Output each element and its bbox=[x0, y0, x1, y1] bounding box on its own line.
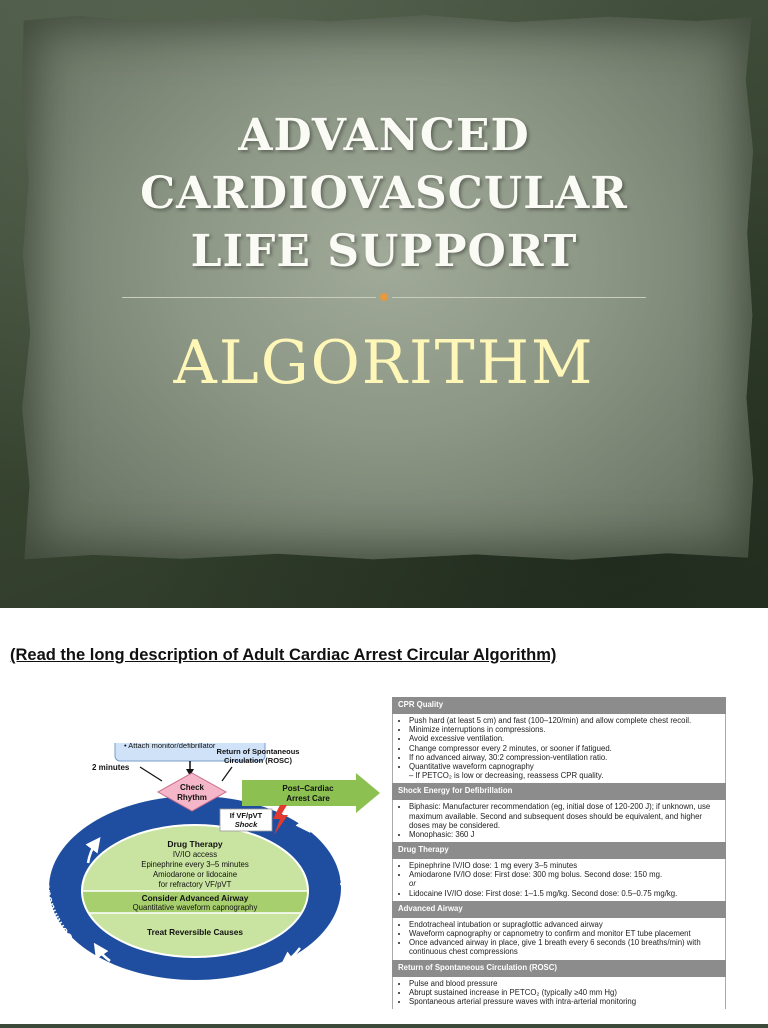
drug-therapy-title: Drug Therapy bbox=[167, 839, 223, 849]
list-item: • Minimize interruptions in compressions. bbox=[409, 725, 719, 734]
title-line-1: ADVANCED bbox=[238, 110, 530, 161]
list-item: • Amiodarone IV/IO dose: First dose: 300 mg bolus. Second dose: 150 mg. bbox=[409, 870, 719, 879]
panel-body-rosc bbox=[392, 977, 726, 1010]
list-item: – If PETCO₂ is low or decreasing, reassess CPR quality. bbox=[409, 771, 604, 781]
panel-header-shock-energy: Shock Energy for Defibrillation bbox=[392, 783, 726, 800]
algorithm-figure bbox=[0, 608, 768, 1024]
divider-line-right bbox=[392, 297, 646, 298]
drug-therapy-line: Amiodarone or lidocaine bbox=[152, 870, 238, 879]
shock-label-1: If VF/pVT bbox=[229, 811, 263, 820]
panel-body-drug-therapy bbox=[392, 859, 726, 901]
start-cpr-item: • Attach monitor/defibrillator bbox=[124, 743, 216, 750]
cardiac-arrest-cycle-diagram bbox=[0, 743, 392, 1028]
title-line-3: LIFE SUPPORT bbox=[190, 226, 578, 277]
panel-body-shock-energy bbox=[392, 800, 726, 842]
ring-label-left: Continuous CPR bbox=[39, 855, 76, 944]
list-item: • Once advanced airway in place, give 1 breath every 6 seconds (10 breaths/min) with continuous chest compressions bbox=[409, 938, 719, 956]
list-item: • Pulse and blood pressure bbox=[409, 979, 719, 988]
rosc-label-line-2: Circulation (ROSC) bbox=[224, 756, 292, 765]
list-item: • Lidocaine IV/IO dose: First dose: 1–1.5 mg/kg. Second dose: 0.5–0.75 mg/kg. bbox=[409, 889, 719, 898]
figure-caption: (Read the long description of Adult Cardiac Arrest Circular Algorithm) bbox=[10, 646, 557, 664]
list-item: or bbox=[409, 879, 416, 889]
list-item: • Spontaneous arterial pressure waves with intra-arterial monitoring bbox=[409, 997, 719, 1006]
list-item: • Waveform capnography or capnometry to confirm and monitor ET tube placement bbox=[409, 929, 719, 938]
list-item: • Biphasic: Manufacturer recommendation (eg, initial dose of 120-200 J); if unknown, use maximum available. Second and subsequent doses should be equivalent, and higher doses may be considered. bbox=[409, 802, 719, 830]
panel-header-cpr-quality: CPR Quality bbox=[392, 697, 726, 714]
panel-body-cpr-quality bbox=[392, 714, 726, 783]
list-item: • If no advanced airway, 30:2 compression-ventilation ratio. bbox=[409, 753, 719, 762]
post-arrest-label-2: Arrest Care bbox=[286, 794, 330, 803]
list-item: • Abrupt sustained increase in PETCO₂ (typically ≥40 mm Hg) bbox=[409, 988, 719, 997]
divider-dot-icon bbox=[380, 293, 388, 301]
ring-label-bottom: Monitor CPR Quality bbox=[115, 968, 223, 997]
rosc-label-line-1: Return of Spontaneous bbox=[216, 747, 300, 756]
panel-header-rosc: Return of Spontaneous Circulation (ROSC) bbox=[392, 960, 726, 977]
list-item: • Quantitative waveform capnography bbox=[409, 762, 719, 771]
panel-header-advanced-airway: Advanced Airway bbox=[392, 901, 726, 918]
list-item: • Epinephrine IV/IO dose: 1 mg every 3–5 minutes bbox=[409, 861, 719, 870]
check-rhythm-label-1: Check bbox=[179, 783, 205, 792]
panel-body-advanced-airway bbox=[392, 918, 726, 960]
airway-line: Quantitative waveform capnography bbox=[132, 903, 258, 912]
title-line-2: CARDIOVASCULAR bbox=[140, 168, 628, 219]
post-arrest-label-1: Post–Cardiac bbox=[282, 784, 334, 793]
info-panel bbox=[392, 697, 726, 1027]
panel-header-drug-therapy: Drug Therapy bbox=[392, 842, 726, 859]
parchment-background bbox=[20, 14, 756, 562]
drug-therapy-line: IV/IO access bbox=[172, 850, 218, 859]
list-item: • Change compressor every 2 minutes, or sooner if fatigued. bbox=[409, 744, 719, 753]
drug-therapy-line: Epinephrine every 3–5 minutes bbox=[141, 860, 249, 869]
check-rhythm-label-2: Rhythm bbox=[177, 793, 207, 802]
ring-label-right: Continuous CPR bbox=[303, 801, 350, 886]
airway-title: Consider Advanced Airway bbox=[141, 893, 249, 903]
reversible-causes-label: Treat Reversible Causes bbox=[147, 927, 243, 937]
list-item: • Push hard (at least 5 cm) and fast (100–120/min) and allow complete chest recoil. bbox=[409, 716, 719, 725]
list-item: • Monophasic: 360 J bbox=[409, 830, 719, 839]
subtitle: ALGORITHM bbox=[173, 328, 595, 398]
list-item: • Avoid excessive ventilation. bbox=[409, 734, 719, 743]
list-item: • Endotracheal intubation or supraglottic advanced airway bbox=[409, 920, 719, 929]
two-minutes-label: 2 minutes bbox=[92, 763, 130, 772]
drug-therapy-line: for refractory VF/pVT bbox=[158, 880, 232, 889]
shock-label-2: Shock bbox=[234, 820, 258, 829]
divider-line-left bbox=[122, 297, 376, 298]
